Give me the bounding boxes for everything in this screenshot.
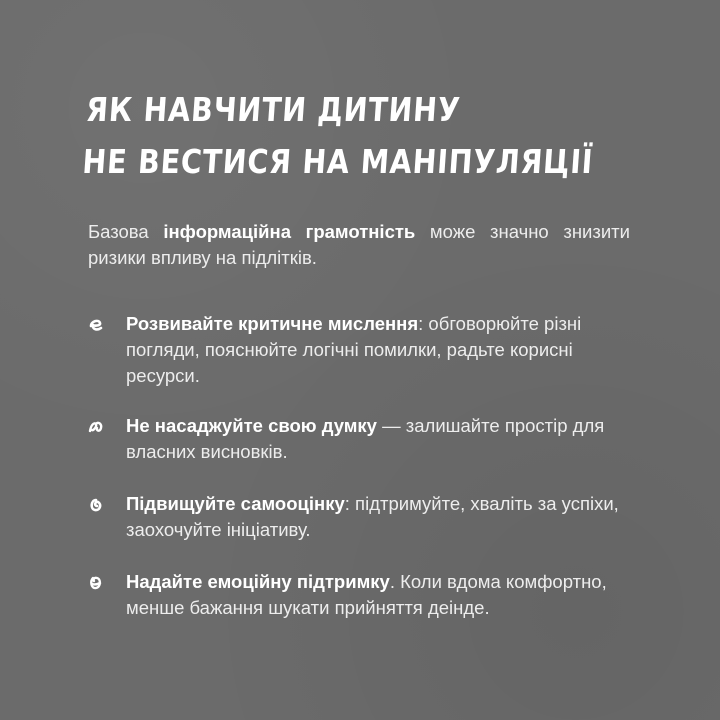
list-item-bold: Підвищуйте самооцінку xyxy=(126,493,345,514)
intro-paragraph xyxy=(88,219,630,271)
list-item-rest: : підтримуйте, хваліть за успіхи, заохочуйте ініціативу. xyxy=(126,493,619,540)
title-line-1: ЯК НАВЧИТИ ДИТИНУ xyxy=(84,90,462,129)
list-item-text xyxy=(126,413,648,465)
list-item-rest: : обговорюйте різні погляди, пояснюйте логічні помилки, радьте корисні ресурси. xyxy=(126,313,582,386)
list-item-text xyxy=(126,569,648,621)
list-item-text xyxy=(126,311,648,389)
list-item xyxy=(88,311,648,389)
list-item xyxy=(88,491,648,543)
list-item-bold: Надайте емоційну підтримку xyxy=(126,571,390,592)
doodle-bullet-icon xyxy=(88,497,104,513)
intro-text-start: Базова xyxy=(88,221,164,242)
list-item-bold: Розвивайте критичне мислення xyxy=(126,313,419,334)
title-line-2: НЕ ВЕСТИСЯ НА МАНІПУЛЯЦІЇ xyxy=(81,142,595,181)
doodle-bullet-icon xyxy=(88,419,104,435)
list-item xyxy=(88,569,648,621)
list-item-rest: . Коли вдома комфортно, менше бажання шукати прийняття деінде. xyxy=(126,571,607,618)
doodle-bullet-icon xyxy=(88,317,104,333)
intro-text-end: може значно знизити ризики впливу на підлітків. xyxy=(88,221,630,268)
list-item xyxy=(88,413,648,465)
list-item-bold: Не насаджуйте свою думку xyxy=(126,415,377,436)
intro-highlight: інформаційна грамотність xyxy=(163,221,416,242)
page-title xyxy=(81,84,599,188)
doodle-bullet-icon xyxy=(88,575,104,591)
list-item-text xyxy=(126,491,648,543)
list-item-rest: — залишайте простір для власних висновків. xyxy=(126,415,605,462)
